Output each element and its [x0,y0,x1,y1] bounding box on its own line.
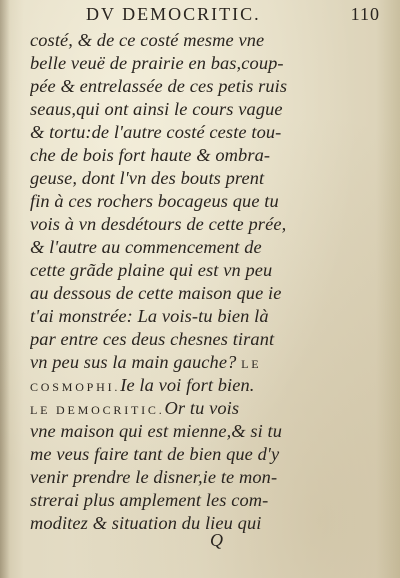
speaker-label: LE [241,357,262,371]
text-line: & tortu:de l'autre costé ceste tou- [30,122,282,142]
text-line: venir prendre le disner,ie te mon- [30,467,278,487]
text-line: belle veuë de prairie en bas,coup- [30,53,284,73]
text-line: seaus,qui ont ainsi le cours vague [30,99,283,119]
text-line: t'ai monstrée: La vois-tu bien là [30,306,269,326]
text-line: au dessous de cette maison que ie [30,283,282,303]
text-line: pée & entrelassée de ces petis ruis [30,76,288,96]
speaker-label: LE DEMOCRITIC. [30,403,165,417]
running-head [86,4,380,26]
text-line: vois à vn desdétours de cette prée, [30,214,287,234]
text-line: strerai plus amplement les com- [30,490,269,510]
text-line: LE DEMOCRITIC.Or tu vois [30,398,240,418]
text-line: che de bois fort haute & ombra- [30,145,271,165]
text-line: fin à ces rochers bocageus que tu [30,191,279,211]
text-line: cette grãde plaine qui est vn peu [30,260,273,280]
text-line: costé, & de ce costé mesme vne [30,30,265,50]
text-line: moditez & situation du lieu qui [30,513,262,533]
body-text [30,29,376,535]
text-line: par entre ces deus chesnes tirant [30,329,275,349]
text-line: geuse, dont l'vn des bouts prent [30,168,265,188]
text-line: COSMOPHI.Ie la voi fort bien. [30,375,255,395]
text-line: vn peu sus la main gauche? LE [30,352,262,372]
running-title: DV DEMOCRITIC. [86,4,261,24]
text-line: me veus faire tant de bien que d'y [30,444,280,464]
text-line: vne maison qui est mienne,& si tu [30,421,283,441]
page-number: 110 [350,4,380,24]
catchword: Q [210,530,223,550]
text-line: & l'autre au commencement de [30,237,262,257]
gutter-shadow [0,0,10,578]
speaker-label: COSMOPHI. [30,380,121,394]
